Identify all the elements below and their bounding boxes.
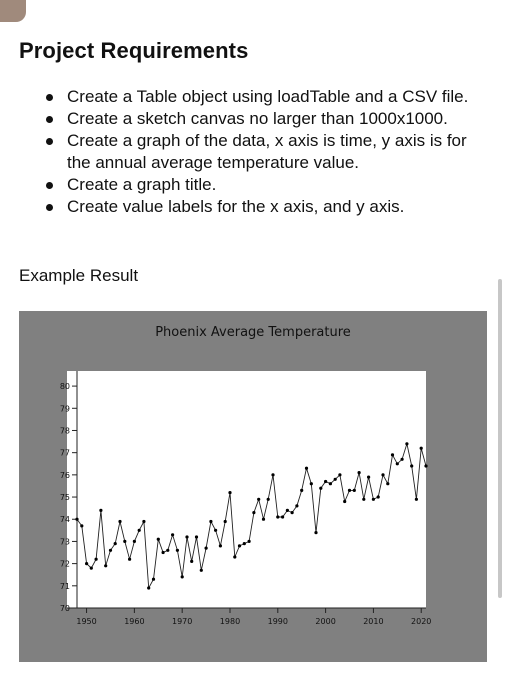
page-title: Project Requirements <box>19 38 249 63</box>
data-point <box>138 529 141 532</box>
data-point <box>109 549 112 552</box>
chart-frame <box>19 311 487 662</box>
data-point <box>200 569 203 572</box>
data-point <box>262 518 265 521</box>
data-point <box>85 562 88 565</box>
x-tick-label: 1960 <box>124 617 145 626</box>
data-point <box>367 476 370 479</box>
data-point <box>248 540 251 543</box>
data-point <box>334 478 337 481</box>
data-point <box>410 464 413 467</box>
data-point <box>90 567 93 570</box>
data-point <box>362 498 365 501</box>
y-tick-label: 77 <box>59 448 70 458</box>
data-point <box>291 511 294 514</box>
data-point <box>219 544 222 547</box>
x-tick-label: 2010 <box>363 617 384 626</box>
data-point <box>353 489 356 492</box>
x-tick-label: 1970 <box>171 617 193 626</box>
y-tick-label: 73 <box>59 537 70 547</box>
requirement-item: Create a sketch canvas no larger than 1000x1000. <box>44 108 484 130</box>
data-point <box>171 533 174 536</box>
data-point <box>391 453 394 456</box>
y-tick-label: 72 <box>59 559 70 569</box>
data-point <box>271 473 274 476</box>
data-point <box>348 489 351 492</box>
data-point <box>386 482 389 485</box>
data-point <box>190 560 193 563</box>
data-point <box>401 458 404 461</box>
data-point <box>405 442 408 445</box>
example-result-label: Example Result <box>19 266 139 285</box>
data-point <box>319 487 322 490</box>
data-point <box>329 482 332 485</box>
data-point <box>224 520 227 523</box>
y-tick-label: 71 <box>59 581 70 591</box>
data-point <box>420 447 423 450</box>
y-tick-label: 76 <box>59 470 70 480</box>
data-point <box>300 489 303 492</box>
data-point <box>214 529 217 532</box>
data-point <box>377 495 380 498</box>
data-point <box>123 540 126 543</box>
x-tick-label: 1980 <box>219 617 241 626</box>
data-point <box>281 515 284 518</box>
requirement-item: Create value labels for the x axis, and y axis. <box>44 196 484 218</box>
requirement-item: Create a graph title. <box>44 174 484 196</box>
data-point <box>228 491 231 494</box>
requirements-list <box>44 86 484 218</box>
data-point <box>314 531 317 534</box>
data-point <box>104 564 107 567</box>
scrollbar-thumb[interactable] <box>498 279 502 598</box>
data-point <box>415 498 418 501</box>
data-point <box>114 542 117 545</box>
data-point <box>176 549 179 552</box>
data-point <box>343 500 346 503</box>
data-point <box>295 504 298 507</box>
requirement-item: Create a graph of the data, x axis is time, y axis is for the annual average temperature value. <box>44 130 484 174</box>
data-point <box>152 578 155 581</box>
data-point <box>162 551 165 554</box>
requirement-item: Create a Table object using loadTable and a CSV file. <box>44 86 484 108</box>
data-point <box>372 498 375 501</box>
data-point <box>338 473 341 476</box>
data-point <box>286 509 289 512</box>
y-tick-label: 70 <box>59 604 70 613</box>
data-point <box>205 547 208 550</box>
y-tick-label: 74 <box>59 515 70 525</box>
data-point <box>310 482 313 485</box>
data-point <box>424 464 427 467</box>
y-tick-label: 75 <box>59 493 70 503</box>
data-point <box>147 586 150 589</box>
data-point <box>128 558 131 561</box>
corner-tab <box>0 0 26 22</box>
data-point <box>324 480 327 483</box>
data-point <box>166 549 169 552</box>
data-point <box>181 575 184 578</box>
data-point <box>381 473 384 476</box>
x-tick-label: 1990 <box>267 617 288 626</box>
data-point <box>75 518 78 521</box>
data-point <box>95 558 98 561</box>
x-tick-label: 2020 <box>411 617 432 626</box>
data-point <box>305 467 308 470</box>
data-point <box>233 555 236 558</box>
plot-area <box>67 371 426 608</box>
x-tick-label: 2000 <box>315 617 336 626</box>
data-point <box>238 544 241 547</box>
data-point <box>99 509 102 512</box>
data-point <box>276 515 279 518</box>
data-point <box>133 540 136 543</box>
data-point <box>185 535 188 538</box>
data-point <box>252 511 255 514</box>
data-point <box>118 520 121 523</box>
data-point <box>195 535 198 538</box>
y-tick-label: 80 <box>59 382 70 392</box>
data-point <box>267 498 270 501</box>
data-point <box>243 542 246 545</box>
data-point <box>142 520 145 523</box>
data-point <box>80 524 83 527</box>
chart-title: Phoenix Average Temperature <box>155 325 351 340</box>
data-point <box>358 471 361 474</box>
x-tick-label: 1950 <box>76 617 97 626</box>
data-point <box>209 520 212 523</box>
temperature-chart <box>19 311 487 662</box>
data-point <box>257 498 260 501</box>
data-point <box>157 538 160 541</box>
data-point <box>396 462 399 465</box>
y-tick-label: 79 <box>59 404 70 414</box>
y-tick-label: 78 <box>59 426 70 436</box>
